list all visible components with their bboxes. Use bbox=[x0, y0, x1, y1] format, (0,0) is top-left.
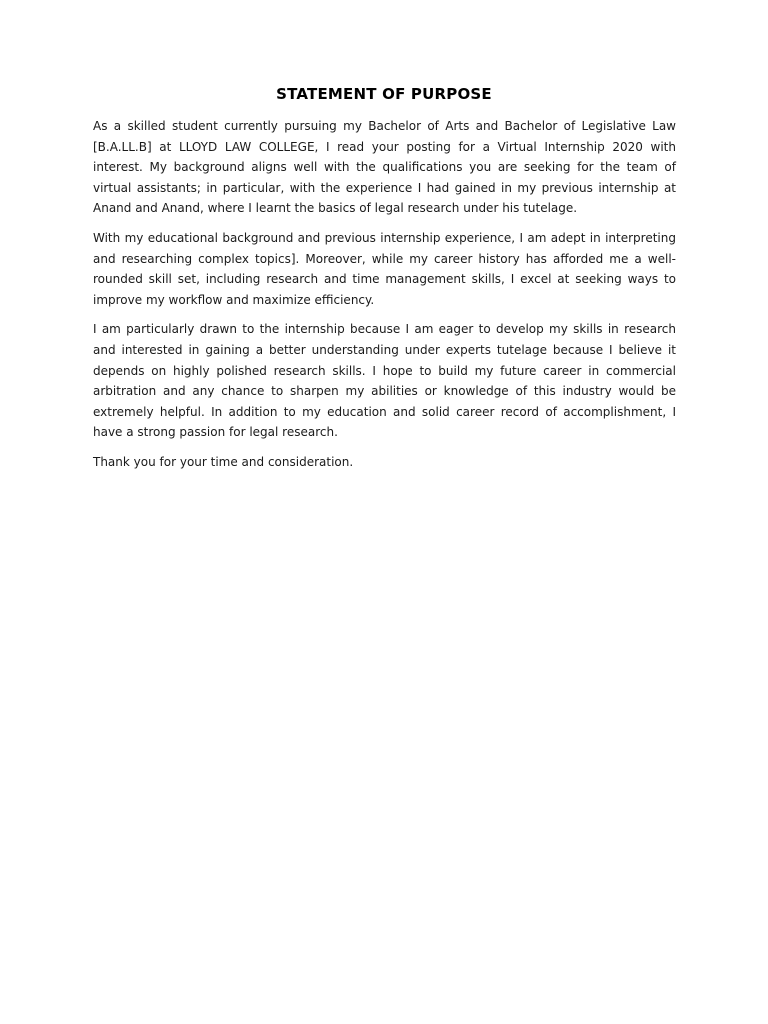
document-body bbox=[93, 116, 676, 482]
document-title: STATEMENT OF PURPOSE bbox=[276, 85, 492, 103]
paragraph-motivation: I am particularly drawn to the internship because I am eager to develop my skills in research and interested in gaining a better understanding under experts tutelage because I believe it depends on highly polished research skills. I hope to build my future career in commercial arbitration and any chance to sharpen my abilities or knowledge of this industry would be extremely helpful. In addition to my education and solid career record of accomplishment, I have a strong passion for legal research. bbox=[93, 322, 676, 440]
paragraph-intro: As a skilled student currently pursuing my Bachelor of Arts and Bachelor of Legislative Law [B.A.LL.B] at LLOYD LAW COLLEGE, I read your posting for a Virtual Internship 2020 with interest. My background aligns well with the qualifications you are seeking for the team of virtual assistants; in particular, with the experience I had gained in my previous internship at Anand and Anand, where I learnt the basics of legal research under his tutelage. bbox=[93, 119, 676, 216]
paragraph-background: With my educational background and previous internship experience, I am adept in interpreting and researching complex topics]. Moreover, while my career history has afforded me a well-rounded skill set, including research and time management skills, I excel at seeking ways to improve my workflow and maximize efficiency. bbox=[93, 230, 676, 307]
paragraph-closing: Thank you for your time and consideration. bbox=[93, 454, 354, 469]
